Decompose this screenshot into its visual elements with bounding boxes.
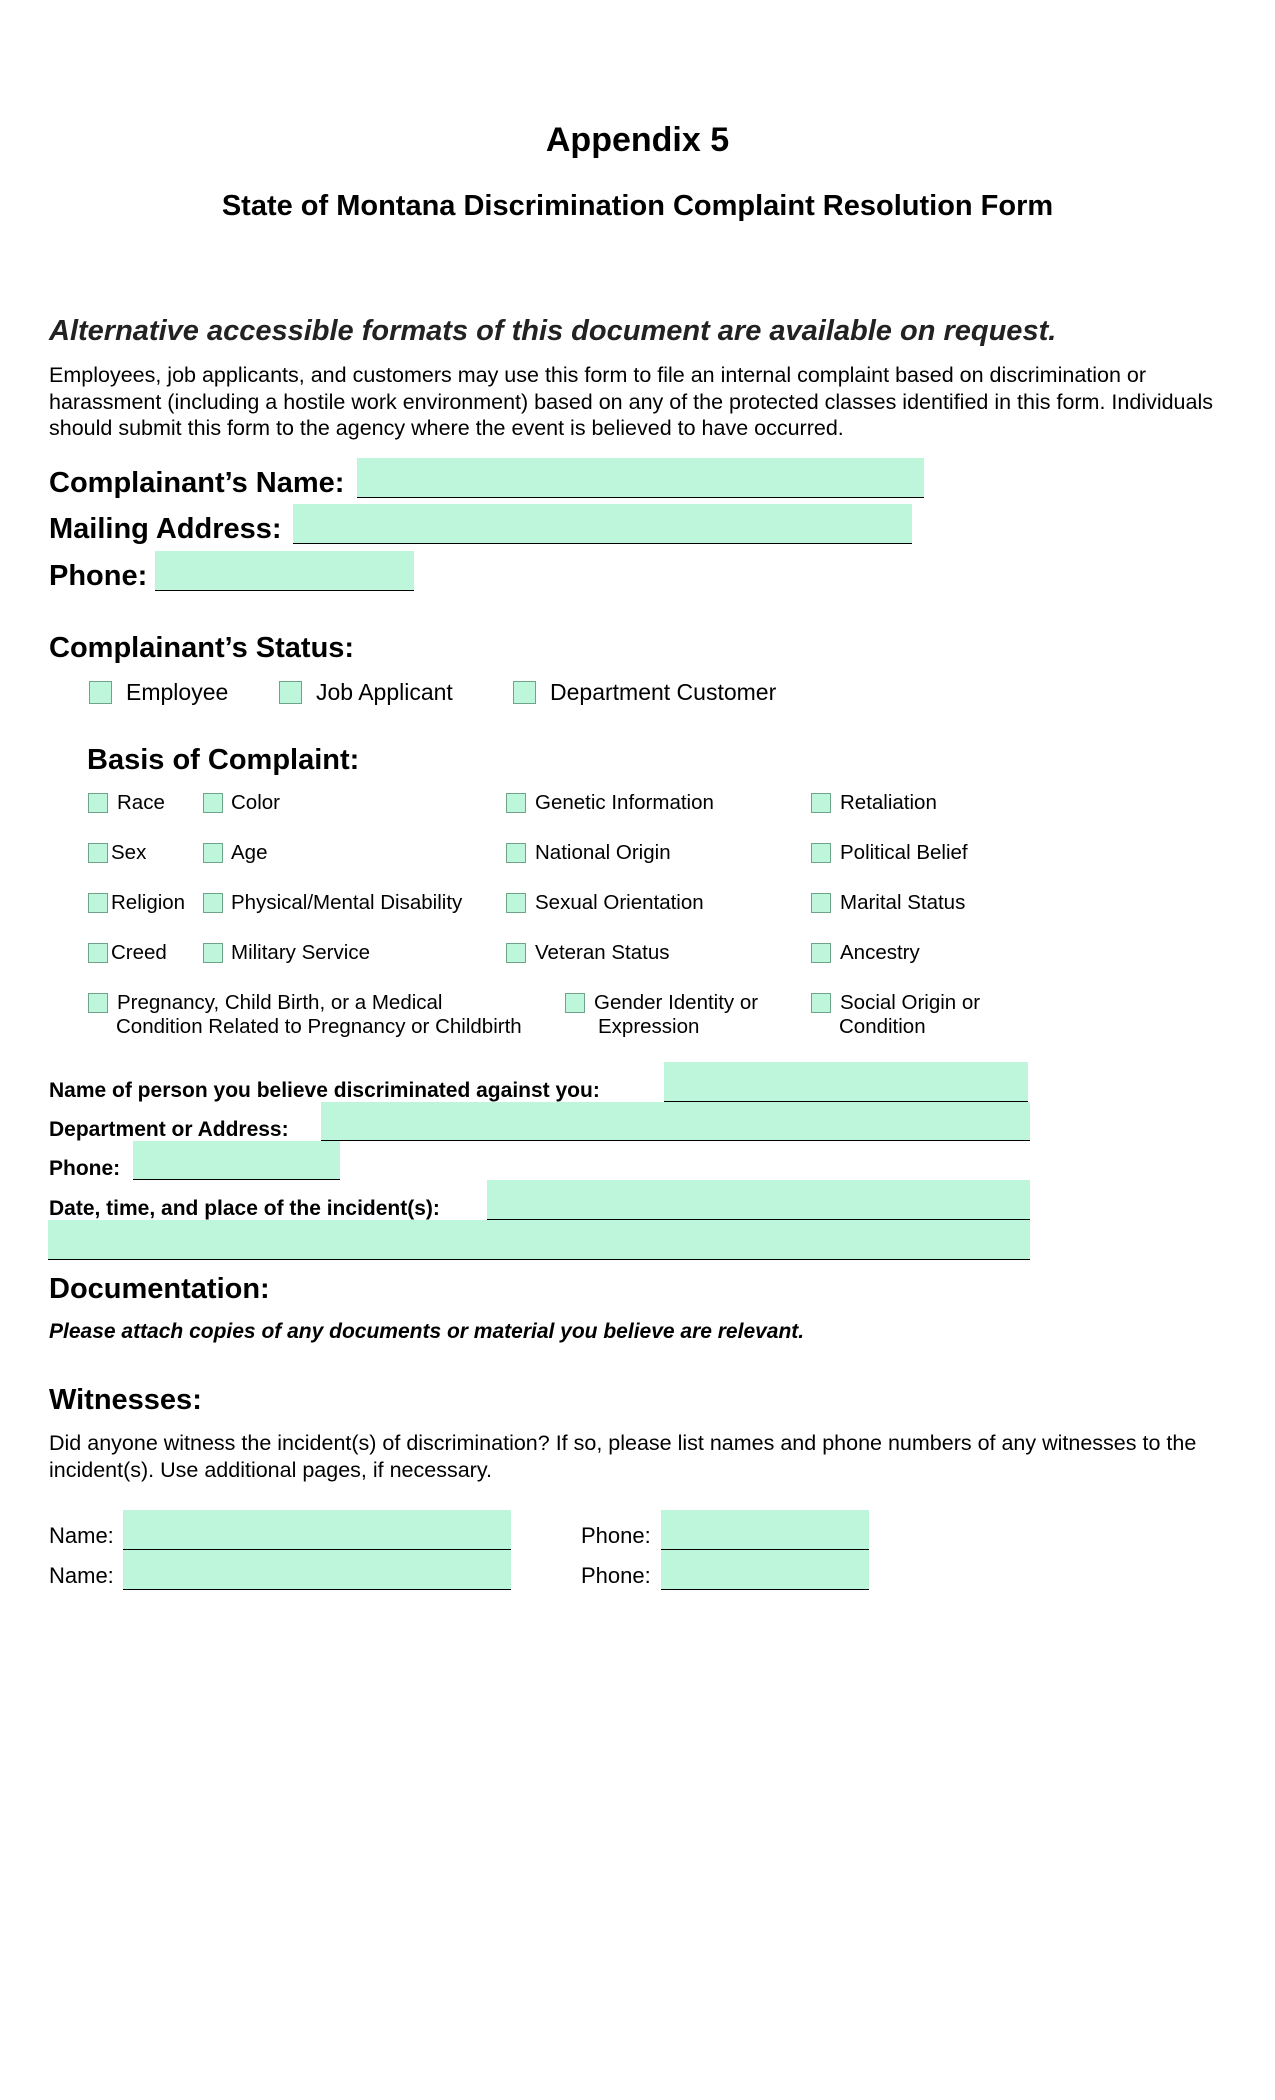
- basis-military-service-checkbox[interactable]: [203, 943, 223, 963]
- form-title: State of Montana Discrimination Complaint Resolution Form: [221, 190, 1054, 222]
- basis-pregnancy-label-line1: Pregnancy, Child Birth, or a Medical: [117, 991, 443, 1014]
- respondent-dept-label: Department or Address:: [49, 1118, 289, 1141]
- status-job-applicant-checkbox[interactable]: [279, 681, 302, 704]
- basis-color-label: Color: [231, 791, 280, 814]
- basis-social-origin-checkbox[interactable]: [811, 993, 831, 1013]
- basis-genetic-label: Genetic Information: [535, 791, 714, 814]
- respondent-name-field[interactable]: [664, 1062, 1028, 1102]
- respondent-phone-field[interactable]: [133, 1141, 340, 1180]
- basis-genetic-checkbox[interactable]: [506, 793, 526, 813]
- basis-ancestry-checkbox[interactable]: [811, 943, 831, 963]
- basis-social-origin-label-line2: Condition: [839, 1015, 926, 1038]
- basis-religion-label: Religion: [111, 891, 186, 914]
- status-job-applicant-label: Job Applicant: [316, 679, 453, 705]
- basis-marital-status-label: Marital Status: [840, 891, 966, 914]
- complainant-name-label: Complainant’s Name:: [49, 467, 345, 499]
- complainant-phone-field[interactable]: [155, 551, 414, 591]
- respondent-phone-label: Phone:: [49, 1157, 121, 1180]
- respondent-name-label: Name of person you believe discriminated against you:: [49, 1079, 600, 1102]
- basis-retaliation-label: Retaliation: [840, 791, 937, 814]
- basis-pregnancy-label-line2: Condition Related to Pregnancy or Childbirth: [116, 1015, 522, 1038]
- basis-creed-label: Creed: [111, 941, 167, 964]
- basis-creed-checkbox[interactable]: [88, 943, 108, 963]
- witnesses-heading: Witnesses:: [49, 1384, 202, 1416]
- basis-color-checkbox[interactable]: [203, 793, 223, 813]
- witness-1-name-field[interactable]: [123, 1510, 511, 1550]
- status-department-customer-checkbox[interactable]: [513, 681, 536, 704]
- incident-field-line2[interactable]: [48, 1220, 1030, 1260]
- basis-sexual-orientation-checkbox[interactable]: [506, 893, 526, 913]
- basis-race-checkbox[interactable]: [88, 793, 108, 813]
- mailing-address-label: Mailing Address:: [49, 513, 282, 545]
- basis-veteran-status-label: Veteran Status: [535, 941, 670, 964]
- documentation-note: Please attach copies of any documents or material you believe are relevant.: [49, 1320, 805, 1343]
- basis-gender-identity-label-line2: Expression: [598, 1015, 700, 1038]
- basis-political-belief-checkbox[interactable]: [811, 843, 831, 863]
- basis-national-origin-checkbox[interactable]: [506, 843, 526, 863]
- witnesses-text: Did anyone witness the incident(s) of discrimination? If so, please list names and phone numbers of any witnesses to the incident(s). Use additional pages, if necessary.: [49, 1431, 1197, 1482]
- witness-2-name-field[interactable]: [123, 1550, 511, 1590]
- appendix-heading: Appendix 5: [545, 121, 730, 159]
- basis-political-belief-label: Political Belief: [840, 841, 968, 864]
- complainant-status-heading: Complainant’s Status:: [49, 632, 355, 664]
- basis-age-label: Age: [231, 841, 268, 864]
- accessible-formats-notice: Alternative accessible formats of this document are available on request.: [49, 315, 1057, 347]
- basis-heading: Basis of Complaint:: [87, 744, 360, 776]
- incident-label: Date, time, and place of the incident(s):: [49, 1197, 440, 1220]
- basis-age-checkbox[interactable]: [203, 843, 223, 863]
- respondent-dept-field[interactable]: [321, 1102, 1030, 1141]
- basis-national-origin-label: National Origin: [535, 841, 671, 864]
- basis-sexual-orientation-label: Sexual Orientation: [535, 891, 704, 914]
- basis-sex-checkbox[interactable]: [88, 843, 108, 863]
- incident-field[interactable]: [487, 1180, 1030, 1220]
- basis-gender-identity-label-line1: Gender Identity or: [594, 991, 759, 1014]
- witness-1-phone-label: Phone:: [581, 1523, 651, 1548]
- witness-1-phone-field[interactable]: [661, 1510, 869, 1550]
- basis-social-origin-label-line1: Social Origin or: [840, 991, 981, 1014]
- complainant-name-field[interactable]: [357, 458, 924, 498]
- complainant-phone-label: Phone:: [49, 560, 148, 592]
- basis-disability-checkbox[interactable]: [203, 893, 223, 913]
- status-department-customer-label: Department Customer: [550, 679, 777, 705]
- basis-ancestry-label: Ancestry: [840, 941, 920, 964]
- basis-marital-status-checkbox[interactable]: [811, 893, 831, 913]
- mailing-address-field[interactable]: [293, 504, 912, 544]
- basis-veteran-status-checkbox[interactable]: [506, 943, 526, 963]
- witness-2-phone-label: Phone:: [581, 1563, 651, 1588]
- basis-disability-label: Physical/Mental Disability: [231, 891, 463, 914]
- documentation-heading: Documentation:: [49, 1273, 270, 1305]
- status-employee-label: Employee: [126, 679, 229, 705]
- witness-2-name-label: Name:: [49, 1563, 114, 1588]
- basis-retaliation-checkbox[interactable]: [811, 793, 831, 813]
- basis-military-service-label: Military Service: [231, 941, 370, 964]
- witness-1-name-label: Name:: [49, 1523, 114, 1548]
- intro-paragraph: Employees, job applicants, and customers may use this form to file an internal complaint based on discrimination or harassment (including a hostile work environment) based on any of the protected classes identified in this form. Individuals should submit this form to the agency where the event is believed to have occurred.: [49, 363, 1214, 440]
- basis-religion-checkbox[interactable]: [88, 893, 108, 913]
- basis-gender-identity-checkbox[interactable]: [565, 993, 585, 1013]
- basis-race-label: Race: [117, 791, 165, 814]
- witness-2-phone-field[interactable]: [661, 1550, 869, 1590]
- basis-pregnancy-checkbox[interactable]: [88, 993, 108, 1013]
- status-employee-checkbox[interactable]: [89, 681, 112, 704]
- basis-sex-label: Sex: [111, 841, 147, 864]
